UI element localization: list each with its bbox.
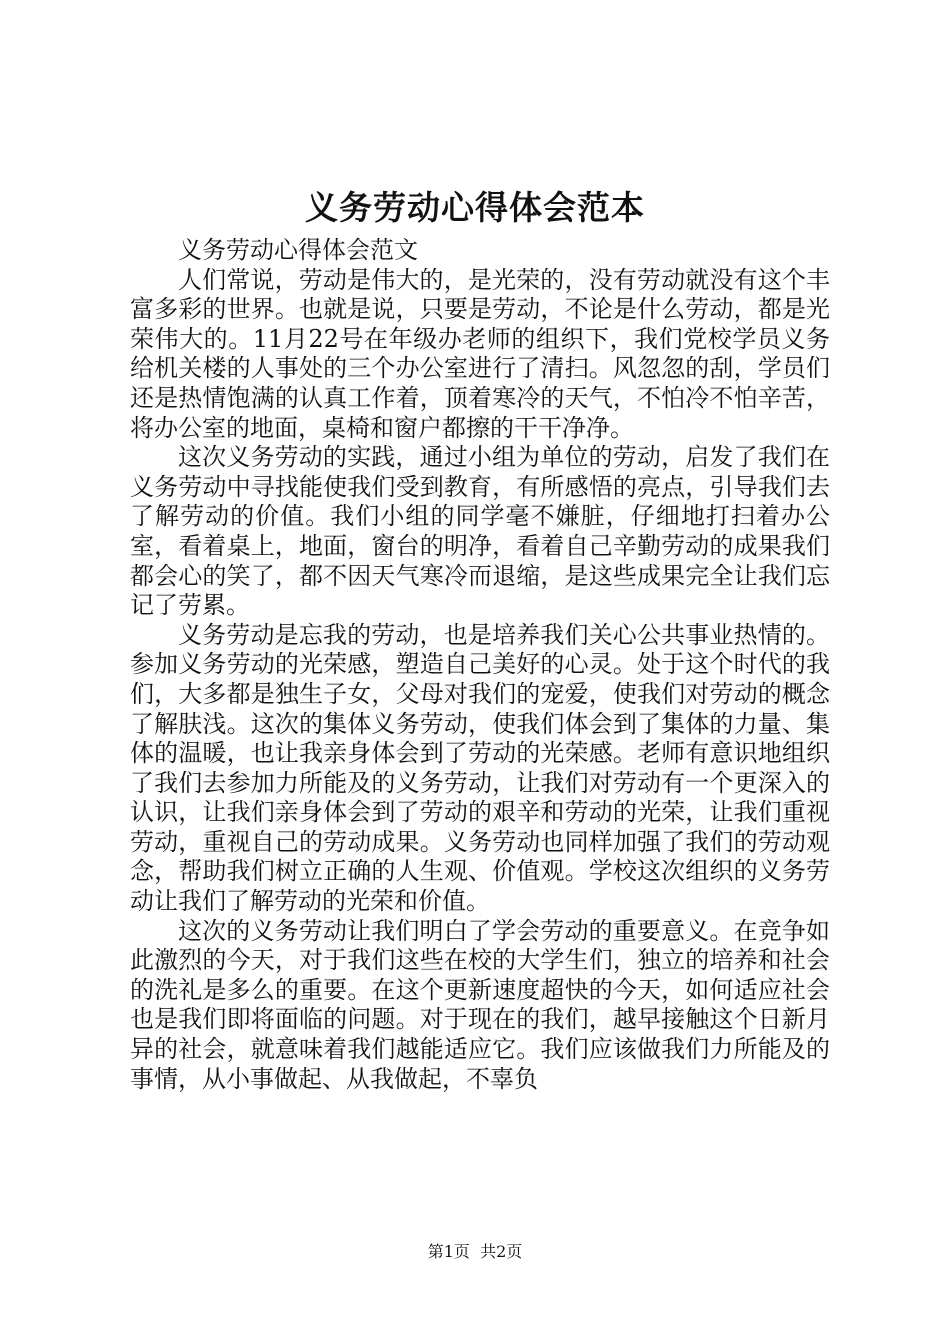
document-title: 义务劳动心得体会范本: [305, 188, 645, 227]
page-number: 第1页: [427, 1242, 470, 1261]
page-total: 共2页: [480, 1242, 523, 1261]
paragraph-2: 这次义务劳动的实践，通过小组为单位的劳动，启发了我们在义务劳动中寻找能使我们受到教育，有所感悟的亮点，引导我们去了解劳动的价值。我们小组的同学毫不嫌脏，仔细地打扫着办公室，看着桌上，地面，窗台的明净，看着自己辛勤劳动的成果我们都会心的笑了，都不因天气寒冷而退缩，是这些成果完全让我们忘记了劳累。: [130, 443, 830, 620]
document-subtitle: 义务劳动心得体会范文: [178, 236, 418, 264]
paragraph-4: 这次的义务劳动让我们明白了学会劳动的重要意义。在竞争如此激烈的今天，对于我们这些在校的大学生们，独立的培养和社会的洗礼是多么的重要。在这个更新速度超快的今天，如何适应社会也是我们即将面临的问题。对于现在的我们，越早接触这个日新月异的社会，就意味着我们越能适应它。我们应该做我们力所能及的事情，从小事做起、从我做起，不辜负: [130, 916, 830, 1093]
page-footer: [0, 1241, 950, 1263]
paragraph-3: 义务劳动是忘我的劳动，也是培养我们关心公共事业热情的。参加义务劳动的光荣感，塑造自己美好的心灵。处于这个时代的我们，大多都是独生子女，父母对我们的宠爱，使我们对劳动的概念了解肤浅。这次的集体义务劳动，使我们体会到了集体的力量、集体的温暖，也让我亲身体会到了劳动的光荣感。老师有意识地组织了我们去参加力所能及的义务劳动，让我们对劳动有一个更深入的认识，让我们亲身体会到了劳动的艰辛和劳动的光荣，让我们重视劳动，重视自己的劳动成果。义务劳动也同样加强了我们的劳动观念，帮助我们树立正确的人生观、价值观。学校这次组织的义务劳动让我们了解劳动的光荣和价值。: [130, 620, 830, 916]
paragraph-1: 人们常说，劳动是伟大的，是光荣的，没有劳动就没有这个丰富多彩的世界。也就是说，只要是劳动，不论是什么劳动，都是光荣伟大的。11月22号在年级办老师的组织下，我们党校学员义务给机关楼的人事处的三个办公室进行了清扫。风忽忽的刮，学员们还是热情饱满的认真工作着，顶着寒冷的天气，不怕冷不怕辛苦，将办公室的地面，桌椅和窗户都擦的干干净净。: [130, 265, 830, 442]
document-body: [130, 236, 830, 1094]
